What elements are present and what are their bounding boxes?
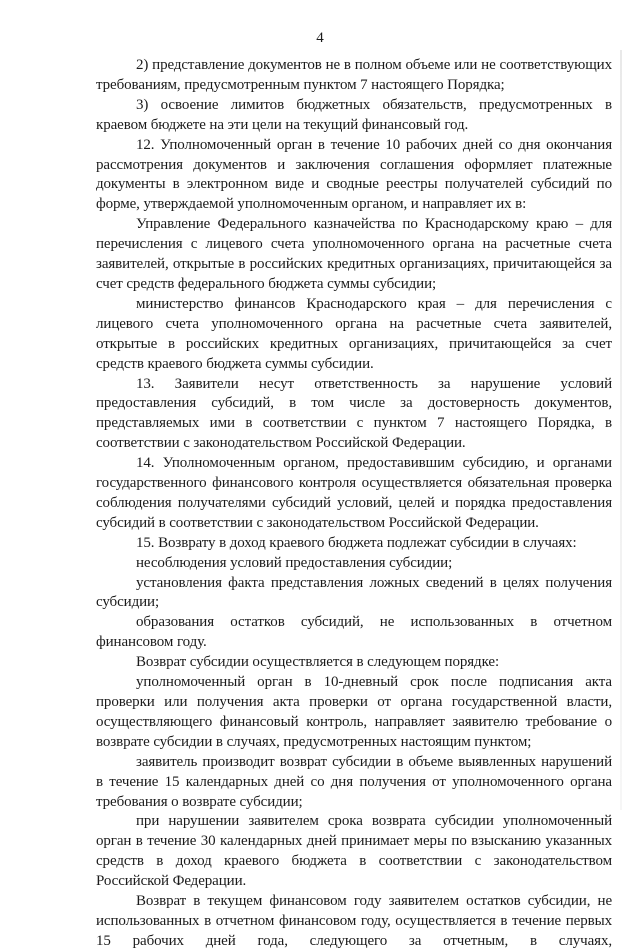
paragraph-13: 13. Заявители несут ответственность за нарушение условий предоставления субсидий, в том числе за достоверность документов, представляемых ими в соответствии с пунктом 7 настоящего Порядка, в соответствии с законодательством Российской Федерации. [96,375,612,452]
paragraph-case-false-info: установления факта представления ложных сведений в целях получения субсидии; [96,574,612,611]
paragraph-violation-measures: при нарушении заявителем срока возврата субсидии уполномоченный орган в течение 30 календарных дней принимает меры по взысканию указанных средств в доход краевого бюджета в соответствии с законодательством Российской Федерации. [96,813,612,890]
paragraph-return-order: Возврат субсидии осуществляется в следующем порядке: [136,654,500,671]
paragraph-case-remainders: образования остатков субсидий, не использованных в отчетном финансовом году. [96,614,612,651]
paragraph-item-3: 3) освоение лимитов бюджетных обязательств, предусмотренных в краевом бюджете на эти цели на текущий финансовый год. [96,96,612,133]
paragraph-current-year-return: Возврат в текущем финансовом году заявителем остатков субсидии, не использованных в отчетном финансовом году, осуществляется в течение первых 15 рабочих дней года, следующего за отчетным, в случаях, [96,893,612,949]
document-body [96,56,612,952]
paragraph-12: 12. Уполномоченный орган в течение 10 рабочих дней со дня окончания рассмотрения документов и заключения соглашения оформляет платежные документы в электронном виде и сводные реестры получателей субсидий по форме, утверждаемой уполномоченным органом, и направляет их в: [96,136,612,213]
paragraph-federal-treasury: Управление Федерального казначейства по Краснодарскому краю – для перечисления с лицевого счета уполномоченного органа на расчетные счета заявителей, открытые в российских кредитных организациях, причитающейся за счет средств федерального бюджета суммы субсидии; [96,216,612,292]
paragraph-14: 14. Уполномоченным органом, предоставившим субсидию, и органами государственного финансового контроля осуществляется обязательная проверка соблюдения получателями субсидий условий, целей и порядка предоставления субсидий в соответствии с законодательством Российской Федерации. [96,455,612,531]
paragraph-authority-demand: уполномоченный орган в 10-дневный срок после подписания акта проверки или получения акта проверки от органа государственной власти, осуществляющего финансовый контроль, направляет заявителю требование о возврате субсидии в случаях, предусмотренных настоящим пунктом; [96,674,612,750]
paragraph-15: 15. Возврату в доход краевого бюджета подлежат субсидии в случаях: [136,534,577,551]
scan-edge-shadow [620,50,622,810]
page-number: 4 [316,30,324,46]
paragraph-ministry-finance: министерство финансов Краснодарского края – для перечисления с лицевого счета уполномоченного органа на расчетные счета заявителей, открытые в российских кредитных организациях, причитающейся за счет средств краевого бюджета суммы субсидии. [96,295,612,372]
paragraph-item-2: 2) представление документов не в полном объеме или не соответствующих требованиям, предусмотренным пунктом 7 настоящего Порядка; [96,57,612,93]
paragraph-applicant-return: заявитель производит возврат субсидии в объеме выявленных нарушений в течение 15 календарных дней со дня получения от уполномоченного органа требования о возврате субсидии; [96,753,612,810]
paragraph-case-conditions: несоблюдения условий предоставления субсидии; [136,554,453,571]
